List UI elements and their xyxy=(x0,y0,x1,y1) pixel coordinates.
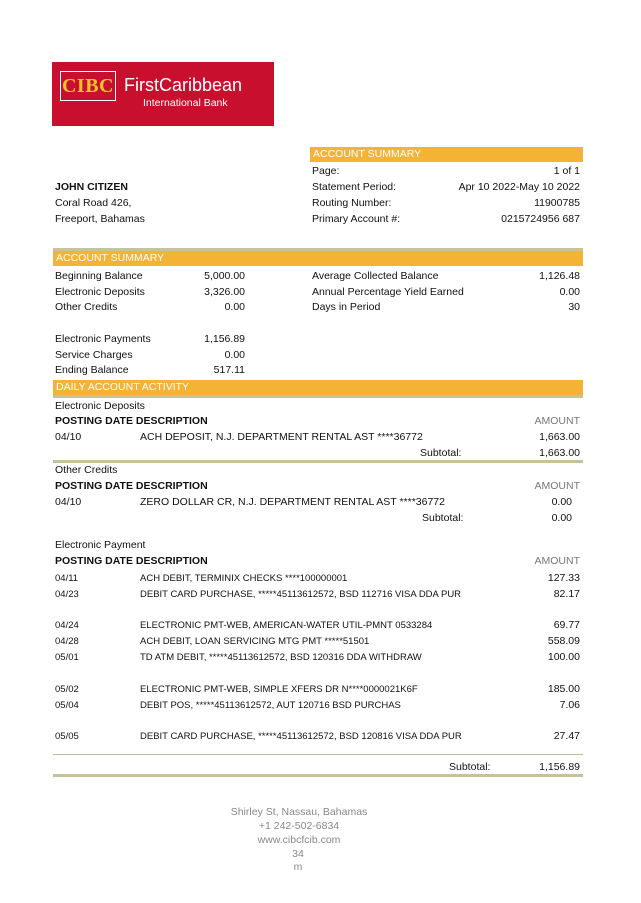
row-amount: 127.33 xyxy=(547,572,580,584)
divider xyxy=(53,460,583,463)
amount-header: AMOUNT xyxy=(534,555,580,567)
divider xyxy=(53,754,583,755)
row-description: ACH DEPOSIT, N.J. DEPARTMENT RENTAL AST ****36772 xyxy=(140,431,423,443)
subtotal-value: 1,156.89 xyxy=(539,761,580,773)
logo-name: FirstCaribbean xyxy=(124,75,243,95)
row-amount: 69.77 xyxy=(553,619,580,631)
bank-logo xyxy=(52,62,274,126)
summary-label: Beginning Balance xyxy=(55,270,143,282)
row-description: ACH DEBIT, LOAN SERVICING MTG PMT *****51501 xyxy=(140,636,370,647)
row-date: 04/10 xyxy=(55,496,82,508)
amount-header: AMOUNT xyxy=(534,480,580,492)
row-description: DEBIT POS, *****45113612572, AUT 120716 BSD PURCHAS xyxy=(140,700,401,711)
row-amount: 0.00 xyxy=(551,496,572,508)
summary-value: 0.00 xyxy=(559,286,580,298)
row-date: 04/10 xyxy=(55,431,82,443)
row-description: ELECTRONIC PMT-WEB, SIMPLE XFERS DR N****0000021K6F xyxy=(140,684,418,695)
logo-subtitle: International Bank xyxy=(143,97,228,109)
customer-address-1: Coral Road 426, xyxy=(55,197,132,209)
row-amount: 7.06 xyxy=(559,699,580,711)
account-label: Primary Account #: xyxy=(312,213,401,225)
subtotal-value: 0.00 xyxy=(551,512,572,524)
period-value: Apr 10 2022-May 10 2022 xyxy=(458,181,580,193)
footer-address: Shirley St, Nassau, Bahamas xyxy=(230,806,368,818)
account-summary-band: ACCOUNT SUMMARY xyxy=(53,251,583,266)
summary-label: Annual Percentage Yield Earned xyxy=(312,286,464,298)
routing-value: 11900785 xyxy=(534,197,580,209)
footer-phone: +1 242-502-6834 xyxy=(258,820,340,832)
summary-value: 30 xyxy=(568,301,580,313)
row-date: 05/01 xyxy=(55,652,79,663)
summary-value: 0.00 xyxy=(224,301,245,313)
row-amount: 558.09 xyxy=(547,635,580,647)
subtotal-label: Subtotal: xyxy=(449,761,491,773)
header-summary-band: ACCOUNT SUMMARY xyxy=(310,147,583,162)
column-header: POSTING DATE DESCRIPTION xyxy=(55,555,208,567)
summary-label: Ending Balance xyxy=(55,364,129,376)
row-date: 05/05 xyxy=(55,731,79,742)
summary-label: Electronic Payments xyxy=(55,333,151,345)
section-title-payments: Electronic Payment xyxy=(55,539,146,551)
summary-label: Average Collected Balance xyxy=(312,270,439,282)
row-description: DEBIT CARD PURCHASE, *****45113612572, BSD 120816 VISA DDA PUR xyxy=(140,731,462,742)
page-label: Page: xyxy=(312,165,340,177)
row-date: 04/28 xyxy=(55,636,79,647)
summary-label: Electronic Deposits xyxy=(55,286,145,298)
daily-activity-band: DAILY ACCOUNT ACTIVITY xyxy=(53,380,583,395)
row-amount: 1,663.00 xyxy=(539,431,580,443)
customer-name: JOHN CITIZEN xyxy=(55,181,128,193)
summary-label: Days in Period xyxy=(312,301,381,313)
amount-header: AMOUNT xyxy=(534,415,580,427)
summary-value: 3,326.00 xyxy=(204,286,245,298)
summary-value: 1,126.48 xyxy=(539,270,580,282)
row-description: ELECTRONIC PMT-WEB, AMERICAN-WATER UTIL-PMNT 0533284 xyxy=(140,620,433,631)
row-amount: 82.17 xyxy=(553,588,580,600)
row-amount: 100.00 xyxy=(547,651,580,663)
row-description: DEBIT CARD PURCHASE, *****45113612572, BSD 112716 VISA DDA PUR xyxy=(140,589,462,600)
summary-value: 0.00 xyxy=(224,349,245,361)
row-description: ZERO DOLLAR CR, N.J. DEPARTMENT RENTAL AST ****36772 xyxy=(140,496,445,508)
subtotal-label: Subtotal: xyxy=(420,447,462,459)
routing-label: Routing Number: xyxy=(312,197,392,209)
cibc-logo-mark: CIBC xyxy=(60,71,116,101)
account-value: 0215724956 687 xyxy=(501,213,580,225)
subtotal-label: Subtotal: xyxy=(422,512,464,524)
row-description: TD ATM DEBIT, *****45113612572, BSD 120316 DDA WITHDRAW xyxy=(140,652,422,663)
column-header: POSTING DATE DESCRIPTION xyxy=(55,415,208,427)
customer-address-2: Freeport, Bahamas xyxy=(55,213,145,225)
row-amount: 185.00 xyxy=(547,683,580,695)
column-header: POSTING DATE DESCRIPTION xyxy=(55,480,208,492)
page-value: 1 of 1 xyxy=(553,165,580,177)
row-date: 04/11 xyxy=(55,573,79,584)
summary-value: 1,156.89 xyxy=(204,333,245,345)
period-label: Statement Period: xyxy=(312,181,397,193)
row-description: ACH DEBIT, TERMINIX CHECKS ****100000001 xyxy=(140,573,348,584)
footer-line-5: m xyxy=(293,861,303,873)
section-title-credits: Other Credits xyxy=(55,464,118,476)
subtotal-value: 1,663.00 xyxy=(539,447,580,459)
summary-value: 517.11 xyxy=(213,364,245,376)
section-title-deposits: Electronic Deposits xyxy=(55,400,145,412)
row-amount: 27.47 xyxy=(553,730,580,742)
row-date: 04/23 xyxy=(55,589,79,600)
divider xyxy=(53,774,583,777)
divider xyxy=(53,395,583,398)
footer-website: www.cibcfcib.com xyxy=(257,834,341,846)
footer-line-4: 34 xyxy=(292,848,304,860)
row-date: 05/02 xyxy=(55,684,79,695)
summary-label: Other Credits xyxy=(55,301,118,313)
summary-label: Service Charges xyxy=(55,349,133,361)
row-date: 05/04 xyxy=(55,700,79,711)
summary-value: 5,000.00 xyxy=(204,270,245,282)
row-date: 04/24 xyxy=(55,620,79,631)
